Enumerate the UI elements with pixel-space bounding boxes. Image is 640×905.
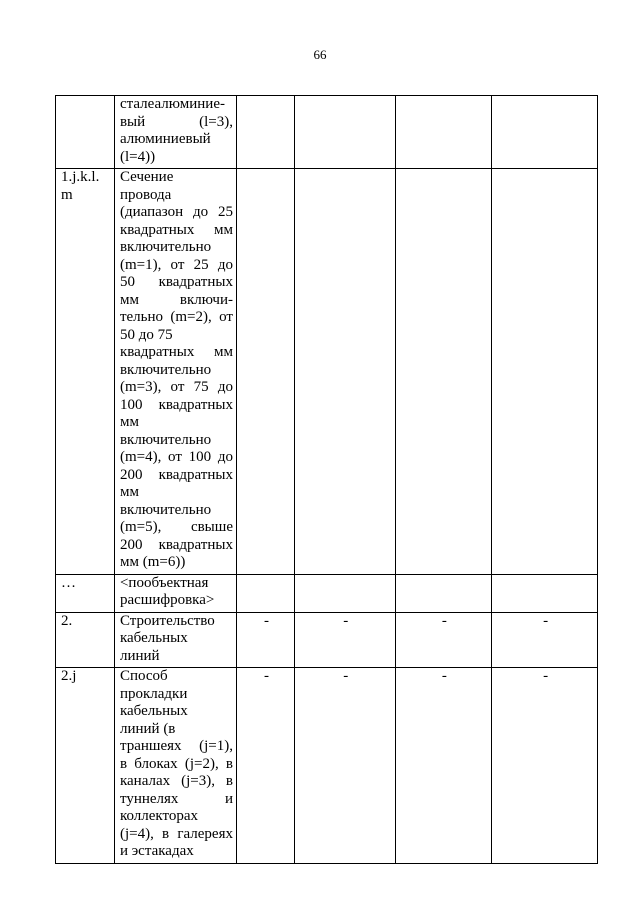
description-cell [114,96,236,169]
value-cell [294,574,395,612]
description-line: линий [119,647,160,664]
value-cell: - [492,668,598,864]
description-line: 200 квадратных [119,536,233,553]
value-cell [492,574,598,612]
description-line: (m=3), от 75 до [119,379,233,395]
description-cell [114,668,236,864]
description-line: сталеалюминие- [119,96,225,112]
code-cell [56,668,115,864]
description-line: 50 квадратных [119,274,233,290]
code-cell [56,612,115,668]
description-line: <пообъектная [119,574,209,591]
description-line: прокладки [119,685,188,702]
value-cell [294,96,395,169]
description-line: коллекторах [119,808,199,824]
description-line: (m=5), свыше [119,519,233,535]
description-line: мм [119,414,139,430]
table-row [56,96,598,169]
description-line: 100 квадратных [119,396,233,413]
description-line: каналах (j=3), в [119,773,233,789]
description-line: линий (в [119,720,176,737]
description-line: кабельных [119,703,188,719]
value-cell [236,96,294,169]
code-line: m [61,186,73,203]
description-line: 50 до 75 [119,326,173,343]
description-line: тельно (m=2), от [119,309,233,325]
description-line: (m=4), от 100 до [119,449,233,465]
page-number: 66 [313,47,327,62]
description-line: включительно [119,431,212,448]
table-row [56,574,598,612]
code-cell [56,169,115,575]
description-cell [114,169,236,575]
table-row [56,169,598,575]
description-line: кабельных [119,630,188,646]
value-cell: - [395,668,492,864]
description-line: мм [119,484,139,500]
code-text: 2. [61,612,73,629]
description-line: расшифровка> [119,592,215,608]
description-line: траншеях (j=1), [119,738,233,754]
description-line: туннелях и [119,790,233,807]
description-line: алюминиевый [119,131,211,147]
description-line: мм включи- [119,291,233,308]
description-line: (m=1), от 25 до [119,256,233,273]
value-cell [492,96,598,169]
value-cell [294,169,395,575]
value-cell: - [294,612,395,668]
value-cell [236,574,294,612]
code-line: 1.j.k.l. [61,169,100,185]
description-line: включительно [119,361,212,378]
description-line: вый (l=3), [119,113,233,130]
value-cell: - [236,668,294,864]
description-line: в блоках (j=2), в [119,755,233,772]
code-cell [56,96,115,169]
description-line: 200 квадратных [119,466,233,483]
value-cell [492,169,598,575]
description-cell [114,574,236,612]
code-cell [56,574,115,612]
description-line: квадратных мм [119,344,233,360]
description-line: (диапазон до 25 [119,204,233,220]
description-cell [114,612,236,668]
description-line: квадратных мм [119,221,233,238]
code-text: … [61,574,76,591]
table-row [56,612,598,668]
value-cell [236,169,294,575]
value-cell: - [395,612,492,668]
value-cell: - [236,612,294,668]
description-line: провода [119,186,172,203]
value-cell [395,169,492,575]
document-table [55,95,598,864]
value-cell: - [294,668,395,864]
description-line: включительно [119,501,212,518]
description-line: Способ [119,668,168,684]
table-row [56,668,598,864]
value-cell [395,574,492,612]
value-cell [395,96,492,169]
description-line: (l=4)) [119,148,156,165]
value-cell: - [492,612,598,668]
description-line: и эстакадах [119,843,194,859]
description-line: Строительство [119,612,215,629]
description-line: включительно [119,239,212,255]
code-text: 2.j [61,668,77,684]
description-line: мм (m=6)) [119,554,186,570]
description-line: Сечение [119,169,174,185]
description-line: (j=4), в галереях [119,825,233,842]
